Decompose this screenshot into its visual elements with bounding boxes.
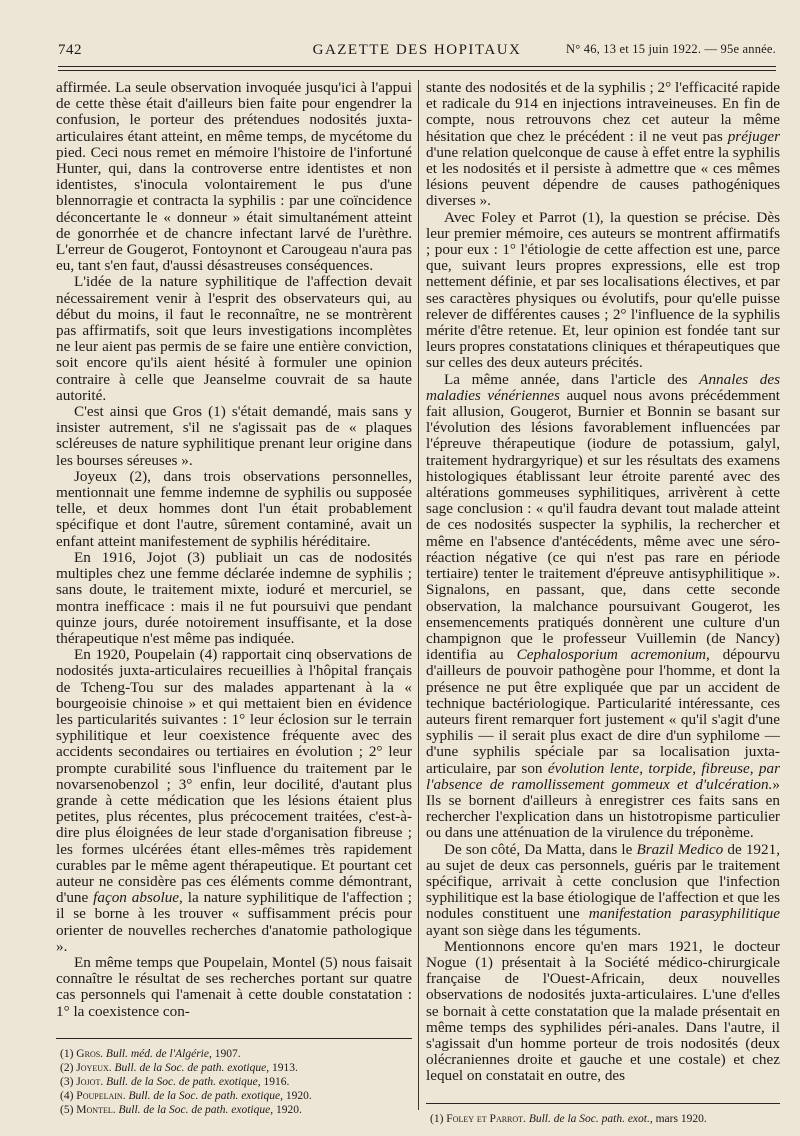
paragraph: Mentionnons encore qu'en mars 1921, le docteur Nogue (1) présentait à la Société médico-chirurgicale française de l'Ouest-Africain, deux nouvelles observations de nodosités juxta-articulaires. L'une d'elles se bornait à cette constatation que la malade présentait en même temps des syphilides péri-anales. Dans l'autre, il s'agissait d'un homme porteur de trois nodosités (deux olécraniennes droite et gauche et une costale) et chez lequel on constatait en outre, des (426, 937, 780, 1085)
footnote: (1) Gros. Bull. méd. de l'Algérie, 1907. (60, 1047, 241, 1060)
paragraph: En même temps que Poupelain, Montel (5) nous faisait connaître le résultat de ses recherches portant sur quatre cas personnels qui l'amenait à cette double constatation : 1° la coexistence con- (56, 953, 412, 1020)
right-column (426, 80, 780, 1126)
footnote: (2) Joyeux. Bull. de la Soc. de path. exotique, 1913. (60, 1061, 298, 1074)
footnotes (56, 1047, 412, 1117)
issue-info: N° 46, 13 et 15 juin 1922. — 95e année. (566, 42, 776, 56)
paragraph: stante des nodosités et de la syphilis ; 2° l'efficacité rapide et radicale du 914 en injections intraveineuses. En fin de compte, nous retrouvons chez cet auteur la même hésitation que chez le précédent : il ne veut pas préjuger d'une relation quelconque de cause à effet entre la syphilis et les nodosités et il persiste à admettre que « ces mêmes lésions peuvent dépendre de causes pathogéniques diverses ». (426, 79, 780, 210)
header-rule-thin (58, 70, 776, 71)
footnotes (426, 1112, 780, 1126)
column-divider (418, 80, 419, 1110)
paragraph (56, 647, 412, 955)
page-header (58, 42, 776, 64)
footnote-rule (56, 1038, 412, 1039)
journal-title: GAZETTE DES HOPITAUX (312, 42, 522, 58)
left-column (56, 80, 412, 1117)
footnote: (4) Poupelain. Bull. de la Soc. de path. exotique, 1920. (60, 1089, 312, 1102)
paragraph: Avec Foley et Parrot (1), la question se précise. Dès leur premier mémoire, ces auteurs se montrent affirmatifs ; pour eux : 1° l'étiologie de cette affection est une, parce que, suivant leurs propres expressions, elle est trop nettement définie, et par ses localisations électives, et par ses caractères physiques ou évolutifs, pour qu'elle puisse relever de différentes causes ; 2° l'influence de la syphilis mérite d'être retenue. Et, leur opinion est fondée tant sur leurs propres constatations cliniques et thérapeutiques que sur celles des deux auteurs précités. (426, 208, 780, 372)
paragraph: La même année, dans l'article des Annales des maladies vénériennes auquel nous avons précédemment fait allusion, Gougerot, Burnier et Bonnin se basant sur l'évolution des lésions favorablement influencées par l'épreuve thérapeutique (iodure de potassium, galyl, traitement hydrargyrique) et sur les résultats des examens histologiques établissant leur étroite parenté avec des altérations gommeuses syphilitiques, arrivèrent à cette sage conclusion : « qu'il faudra devant tout malade atteint de ces nodosités suspecter la syphilis, la rechercher et même en l'absence d'antécédents, même avec une séro-réaction négative (ce qui n'est pas rare en période tertiaire) tenter le traitement d'épreuve antisyphilitique ». Signalons, en passant, que, dans cette seconde observation, la malchance poursuivant Gougerot, les ensemencements pratiqués donnèrent une culture d'un champignon que le professeur Vuillemin (de Nancy) identifia au Cephalosporium acremonium, dépourvu d'ailleurs de pouvoir pathogène pour l'homme, et dont la présence ne put être expliquée que par un accident de technique bactériologique. Particularité intéressante, ces auteurs firent remarquer fort justement « qu'il s'agit d'une syphilis — il serait plus exact de dire d'un syphilome — d'une syphilis spéciale par sa localisation juxta-articulaire, par son évolution lente, torpide, fibreuse, par l'absence de ramollissement gommeux et d'ulcération.» Ils se bornent d'ailleurs à enregistrer ces faits sans en rechercher l'explication dans un histotropisme particulier ou dans une atténuation de la virulence du tréponème. (426, 370, 781, 842)
footnote: (5) Montel. Bull. de la Soc. de path. exotique, 1920. (60, 1103, 302, 1116)
paragraph: Joyeux (2), dans trois observations personnelles, mentionnait une femme indemne de syphilis ou supposée telle, et deux hommes dont l'un était probablement spécifique et dont l'autre, sûrement contaminé, avait un enfant atteint manifestement de syphilis héréditaire. (56, 467, 412, 550)
page-number: 742 (58, 42, 82, 58)
footnote-rule (426, 1103, 780, 1104)
text-run: , la nature syphilitique de l'affection ; il se borne à les trouver « suffisamment précis pour orienter de nouvelles recherches d'anatomie pathologique ». (56, 889, 413, 955)
header-rule (58, 66, 776, 67)
paragraph: C'est ainsi que Gros (1) s'était demandé, mais sans y insister autrement, s'il ne s'agissait pas de « plaques scléreuses de nature syphilitique prenant leur origine dans les bourses séreuses ». (56, 403, 412, 469)
paragraph: L'idée de la nature syphilitique de l'affection devait nécessairement venir à l'esprit des observateurs qui, au début du moins, il faut le reconnaître, ne se montrèrent pas affirmatifs, soit que leurs investigations incomplètes ne leur aient pas permis de se faire une entière conviction, soit encore qu'ils aient hésité à formuler une opinion contraire à celle que Jeanselme couvrait de sa haute autorité. (56, 273, 412, 404)
footnote: (3) Jojot. Bull. de la Soc. de path. exotique, 1916. (60, 1075, 290, 1088)
italic-run: façon absolue (93, 889, 180, 907)
paragraph: De son côté, Da Matta, dans le Brazil Medico de 1921, au sujet de deux cas personnels, guéris par le traitement spécifique, arrivait à cette conclusion que l'infection syphilitique est la base étiologique de l'affection et que les nodules constituent une manifestation parasyphilitique ayant son siège dans les téguments. (426, 840, 781, 939)
paragraph: En 1916, Jojot (3) publiait un cas de nodosités multiples chez une femme déclarée indemne de syphilis ; sans doute, le traitement mixte, ioduré et mercuriel, se montra inefficace : mais il ne fut poursuivi que pendant quinze jours, durée notoirement insuffisante, et la dose thérapeutique n'est même pas indiquée. (56, 548, 412, 647)
text-run: En 1920, Poupelain (4) rapportait cinq observations de nodosités juxta-articulaires recueillies à l'hôpital français de Tcheng-Tou sur des malades appartenant à la « bourgeoisie chinoise » et qui mettaient bien en évidence les particularités suivantes : 1° leur éclosion sur le terrain syphilitique et leur coexistence fréquente avec des accidents secondaires ou tertiaires en évolution ; 2° leur prompte curabilité sous l'influence du traitement par le novarsenobenzol ; 3° enfin, leur docilité, d'autant plus grande à cette médication que les lésions étaient plus petites, plus récentes, plus précocement traitées, c'est-à-dire plus éloignées de leur stade d'organisation fibreuse ; les formes ulcérées étant elles-mêmes très rapidement curables par le même agent thérapeutique. Et pourtant cet auteur ne considère pas ces éléments comme démontrant, d'une (56, 646, 412, 907)
footnote: (1) Foley et Parrot. Bull. de la Soc. path. exot., mars 1920. (430, 1112, 707, 1125)
paragraph: affirmée. La seule observation invoquée jusqu'ici à l'appui de cette thèse était d'ailleurs bien faite pour engendrer la confusion, le porteur des prétendues nodosités juxta-articulaires étant atteint, en même temps, de mycétome du pied. Ceci nous remet en mémoire l'histoire de l'infortuné Hunter, qui, dans la controverse entre identistes et non identistes, s'inocula volontairement le pus d'une blennorragie et contracta la syphilis : par une coïncidence déconcertante le « donneur » était simultanément atteint de gonorrhée et de chancre infectant larvé de l'urèthre. L'erreur de Gougerot, Fontoynont et Carougeau n'aura pas eu, tant s'en faut, d'aussi désastreuses conséquences. (56, 79, 412, 275)
